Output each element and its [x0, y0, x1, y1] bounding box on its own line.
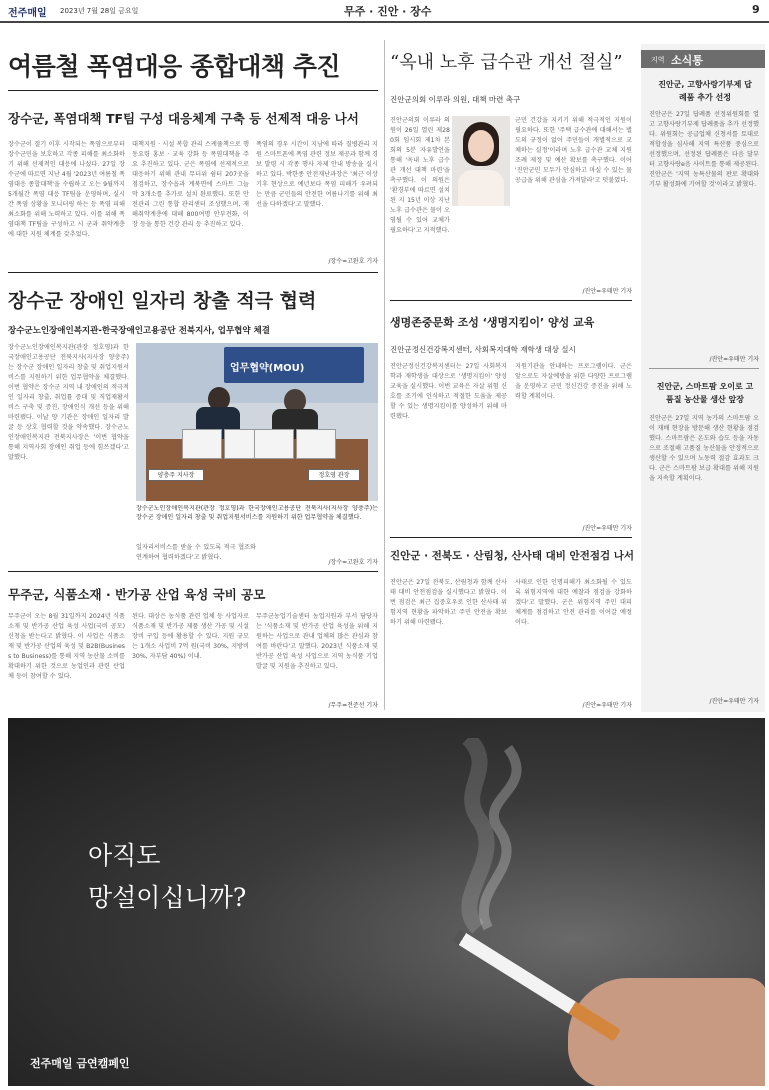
body-water-pipes-1: 진안군의회 이루라 의원이 26일 열린 제280회 임시회 제1차 본회의 5분 자유발언을 통해 '옥내 노후 급수관 개선 대책 마련'을 촉구했다. 이 의원은 '환경부에 따르면 설치된 지 15년 이상 지난 노후 급수관은 물이 오염될 수 있어 교체가 필요하다'고 지적했다.	[390, 117, 450, 234]
ad-campaign-label: 전주매일 금연캠페인	[30, 1057, 130, 1070]
headline-life-keeper: 생명존중문화 조성 ‘생명지킴이’ 양성 교육	[390, 316, 595, 329]
sidebar-tag: 지역	[651, 56, 665, 64]
subhead-life-keeper: 진안군정신건강복지센터, 사회복지대학 재학생 대상 실시	[390, 345, 576, 354]
byline: /진안=우태만 기자	[709, 698, 759, 705]
body-life-keeper-1: 진안군정신건강복지센터는 27일 사회복지학과 재학생을 대상으로 '생명지킴이' 양성 교육을 실시했다. 이번 교육은 자살 위험 신호를 조기에 인식하고 적절한 도움을 제공할 수 있는 생명지킴이를 양성하기 위해 마련됐다.	[390, 363, 507, 420]
masthead	[0, 0, 769, 22]
councilor-photo	[452, 116, 510, 206]
sidebar-header	[641, 50, 765, 68]
body-heatwave-2: 대책지원 · 시설 복합 관리 스케쥴책으로 행동요령 홍보 · 교육 강화 등 폭염대책을 주요 추진하고 있다. 군은 폭염에 선제적으로 대응하기 위해 관내 무더위 쉼터 207곳을 점검하고, 장수읍과 계북면에 스마트 그늘막 3개소를 추가로 설치 완료했다. 또한 안전관리 그린 통합 관리센터 조성했으며, 재해취약계층에 대해 800여명 안부전화, 이장 등을 통한 건강 관리 등 추진하고 있다.	[132, 141, 249, 228]
photo-caption: 장수군노인장애인복지관(관장 정호영)과 한국장애인고용공단 전북지사(지사장 양충주)는 장수군 장애인 일자리 창출 및 취업지원서비스를 지원하기 위한 업무협약을 체결했다.	[136, 505, 378, 521]
byline: /무주=전준선 기자	[328, 702, 378, 709]
paper-name: 전주매일	[8, 8, 47, 19]
divider	[8, 272, 378, 273]
headline-heatwave: 여름철 폭염대응 종합대책 추진	[8, 52, 341, 81]
subhead-heatwave: 장수군, 폭염대책 TF팀 구성 대응체계 구축 등 선제적 대응 나서	[8, 111, 359, 126]
subhead-disabled-jobs: 장수군노인장애인복지관-한국장애인고용공단 전북지사, 업무협약 체결	[8, 326, 270, 336]
byline: /진안=우태만 기자	[582, 288, 632, 295]
sidebar-item-body-2: 진안군은 27일 지역 농가의 스마트팜 오이 재배 현장을 방문해 생산 현황을 점검했다. 스마트팜은 온도와 습도 등을 자동으로 조절해 고품질 농산물을 안정적으로 생산할 수 있으며 노동력 절감 효과도 크다. 군은 스마트팜 보급 확대를 위해 지원을 지속할 계획이다.	[649, 415, 759, 482]
headline-water-pipes: “옥내 노후 급수관 개선 절실”	[390, 52, 623, 73]
byline: /진안=우태만 기자	[582, 525, 632, 532]
issue-date: 2023년 7월 28일 금요일	[60, 7, 139, 15]
body-heatwave-3: 폭염의 경우 시간이 지남에 따라 질병관리 지원 스마트폰에 폭염 관련 정보 제공과 함께 경보 발령 시 각종 행사 자제 안내 방송을 실시하고 있다. 박한종 안전재난과장은 '최근 이상 기후 현상으로 예년보다 폭염 피해가 우려되는 만큼 군민들의 안전한 여름나기를 위해 최선을 다하겠다'고 말했다.	[256, 141, 378, 208]
body-life-keeper-2: 지원기관을 안내하는 프로그램이다. 군은 앞으로도 자살예방을 위한 다양한 프로그램을 운영하고 군민 정신건강 증진을 위해 노력할 계획이다.	[515, 363, 632, 400]
mou-banner-text: 업무협약(MOU)	[230, 363, 305, 374]
mou-photo	[136, 343, 378, 501]
sidebar-title: 소식통	[671, 54, 703, 67]
column-divider	[384, 40, 385, 710]
sidebar-item-title-1: 진안군, 고향사랑기부제 답례품 추가 선정	[658, 80, 752, 102]
headline-landslide: 진안군 · 전북도 · 산림청, 산사태 대비 안전점검 나서	[390, 550, 635, 562]
byline: /진안=우태만 기자	[709, 356, 759, 363]
body-food-industry-2: 된다. 대상은 농식품 관련 업체 등 사업자로 식품소재 및 반가공 제품 생산 가공 및 시설 장비 구입 등에 활용할 수 있다. 지원 규모는 1개소 사업비 7억 원(국비 30%, 지방비 30%, 자부담 40%) 이내.	[132, 613, 249, 660]
masthead-rule	[0, 21, 769, 23]
body-landslide-2: 사태로 인한 인명피해가 최소화될 수 있도록 위험지역에 대한 예찰과 점검을 강화하겠다'고 말했다. 군은 위험지역 주민 대피 체계를 점검하고 안전 관리를 이어갈 예정이다.	[515, 579, 632, 626]
section-name: 무주 · 진안 · 장수	[344, 5, 432, 18]
divider	[8, 90, 378, 91]
sidebar-item-body-1: 진안군은 27일 답례품 선정위원회를 열고 고향사랑기부제 답례품을 추가 선정했다. 위원회는 공급업체 신청서를 토대로 적합성을 심사해 지역 특산품 중심으로 선정했으며, 선정된 답례품은 다음 달부터 고향사랑e음 사이트를 통해 제공된다. 진안군은 '지역 농특산물의 판로 확대와 기부 활성화에 기여할 것'이라고 밝혔다.	[649, 111, 759, 188]
sidebar-separator	[649, 368, 759, 369]
anti-smoking-ad	[8, 718, 765, 1086]
body-water-pipes-2: 군민 건강을 지키기 위해 적극적인 지원이 필요하다. 또한 '주택 급수관에 대해서는 별도의 규정이 없어 주민들이 개별적으로 교체하는 실정'이라며 노후 급수관 교체 지원 조례 제정 및 예산 확보를 촉구했다. 이어 '진안군민 모두가 안심하고 마실 수 있는 물 공급을 위해 관심을 가져달라'고 덧붙였다.	[515, 117, 632, 184]
mou-banner	[224, 347, 364, 383]
nameplate-right: 정호영 관장	[308, 469, 360, 481]
body-heatwave-1: 장수군이 절기 이후 시작되는 폭염으로부터 장수군민을 보호하고 각종 피해를 최소화하기 위해 선제적인 대응에 나섰다. 27일 장수군에 따르면 지난 4월 '2023년 여름철 폭염대응 종합대책'을 수립하고 오는 9월까지 5개월간 폭염 대응 TF팀을 운영하며, 실시간 폭염 상황을 모니터링 하는 등 폭염 피해 최소화를 위해 노력하고 있다. 이를 위해 폭염대책 TF팀을 구성하고 시 군과 취약계층에 대한 지원 체계를 갖추었다.	[8, 141, 125, 238]
headline-food-industry: 무주군, 식품소재 · 반가공 산업 육성 국비 공모	[8, 587, 266, 602]
sidebar-news-brief	[641, 44, 765, 712]
body-disabled-jobs-2: 일자리서비스를 받을 수 있도록 적극 협조와 연계하여 협력하겠다'고 밝혔다.	[136, 544, 256, 561]
headline-disabled-jobs: 장수군 장애인 일자리 창출 적극 협력	[8, 290, 317, 312]
body-disabled-jobs-1: 장수군노인장애인복지관(관장 정호영)과 한국장애인고용공단 전북지사(지사장 양충주)는 장수군 장애인 일자리 창출 및 취업지원서비스를 지원하기 위한 업무협약을 체결했다. 이번 협약은 장수군 지역 내 장애인의 적극적인 일자리 창출, 취업률 증대 및 직업재활서비스 구축 및 증진, 장애인식 개선 등을 위해 마련됐다. 이날 양 기관은 장애인 일자리 발굴 등 상호 협력할 것을 약속했다. 장수군노인장애인복지관 전북지사장은 '이번 협약을 통해 지역사회 장애인 취업 등에 힘쓰겠다'고 말했다.	[8, 344, 129, 461]
ad-headline-2: 망설이십니까?	[88, 883, 247, 912]
divider	[8, 571, 378, 572]
body-food-industry-1: 무주군이 오는 8월 31일까지 2024년 식품소재 및 반가공 산업 육성 사업(국비 공모) 신청을 받는다고 밝혔다. 이 사업은 식품소재 및 반가공 산업의 육성 및 B2B(Business to Business)를 통해 지역 농산물 소비를 확대하기 위한 것으로 농업인과 관련 산업체 등이 참여할 수 있다.	[8, 613, 125, 680]
smoke-graphic	[388, 738, 588, 938]
body-landslide-1: 진안군은 27일 전북도, 산림청과 함께 산사태 대비 안전점검을 실시했다고 밝혔다. 이번 점검은 최근 집중호우로 인한 산사태 위험지역 현황을 파악하고 주민 안전을 확보하기 위해 마련됐다.	[390, 579, 507, 626]
divider	[390, 300, 632, 301]
subhead-water-pipes: 진안군의회 이루라 의원, 대책 마련 촉구	[390, 95, 521, 104]
byline: /장수=고완호 기자	[328, 559, 378, 566]
divider	[390, 537, 632, 538]
sidebar-item-title-2: 진안군, 스마트팜 오이로 고품질 농산물 생산 앞장	[656, 382, 754, 404]
body-food-industry-3: 무주군농업기술센터 농업지원과 부서 담당자는 '식품소재 및 반가공 산업 육성을 위해 지원하는 사업으로 관내 업체의 많은 관심과 참여를 바란다'고 말했다. 2023년 식품소재 및 반가공 산업 육성 사업으로 지역 농식품 기업 발굴 및 지원을 추진하고 있다.	[256, 613, 378, 670]
byline: /장수=고완호 기자	[328, 258, 378, 265]
ad-headline-1: 아직도	[88, 841, 161, 870]
byline: /진안=우태만 기자	[582, 702, 632, 709]
page-number: 9	[752, 3, 760, 16]
nameplate-left: 양충주 지사장	[148, 469, 204, 481]
